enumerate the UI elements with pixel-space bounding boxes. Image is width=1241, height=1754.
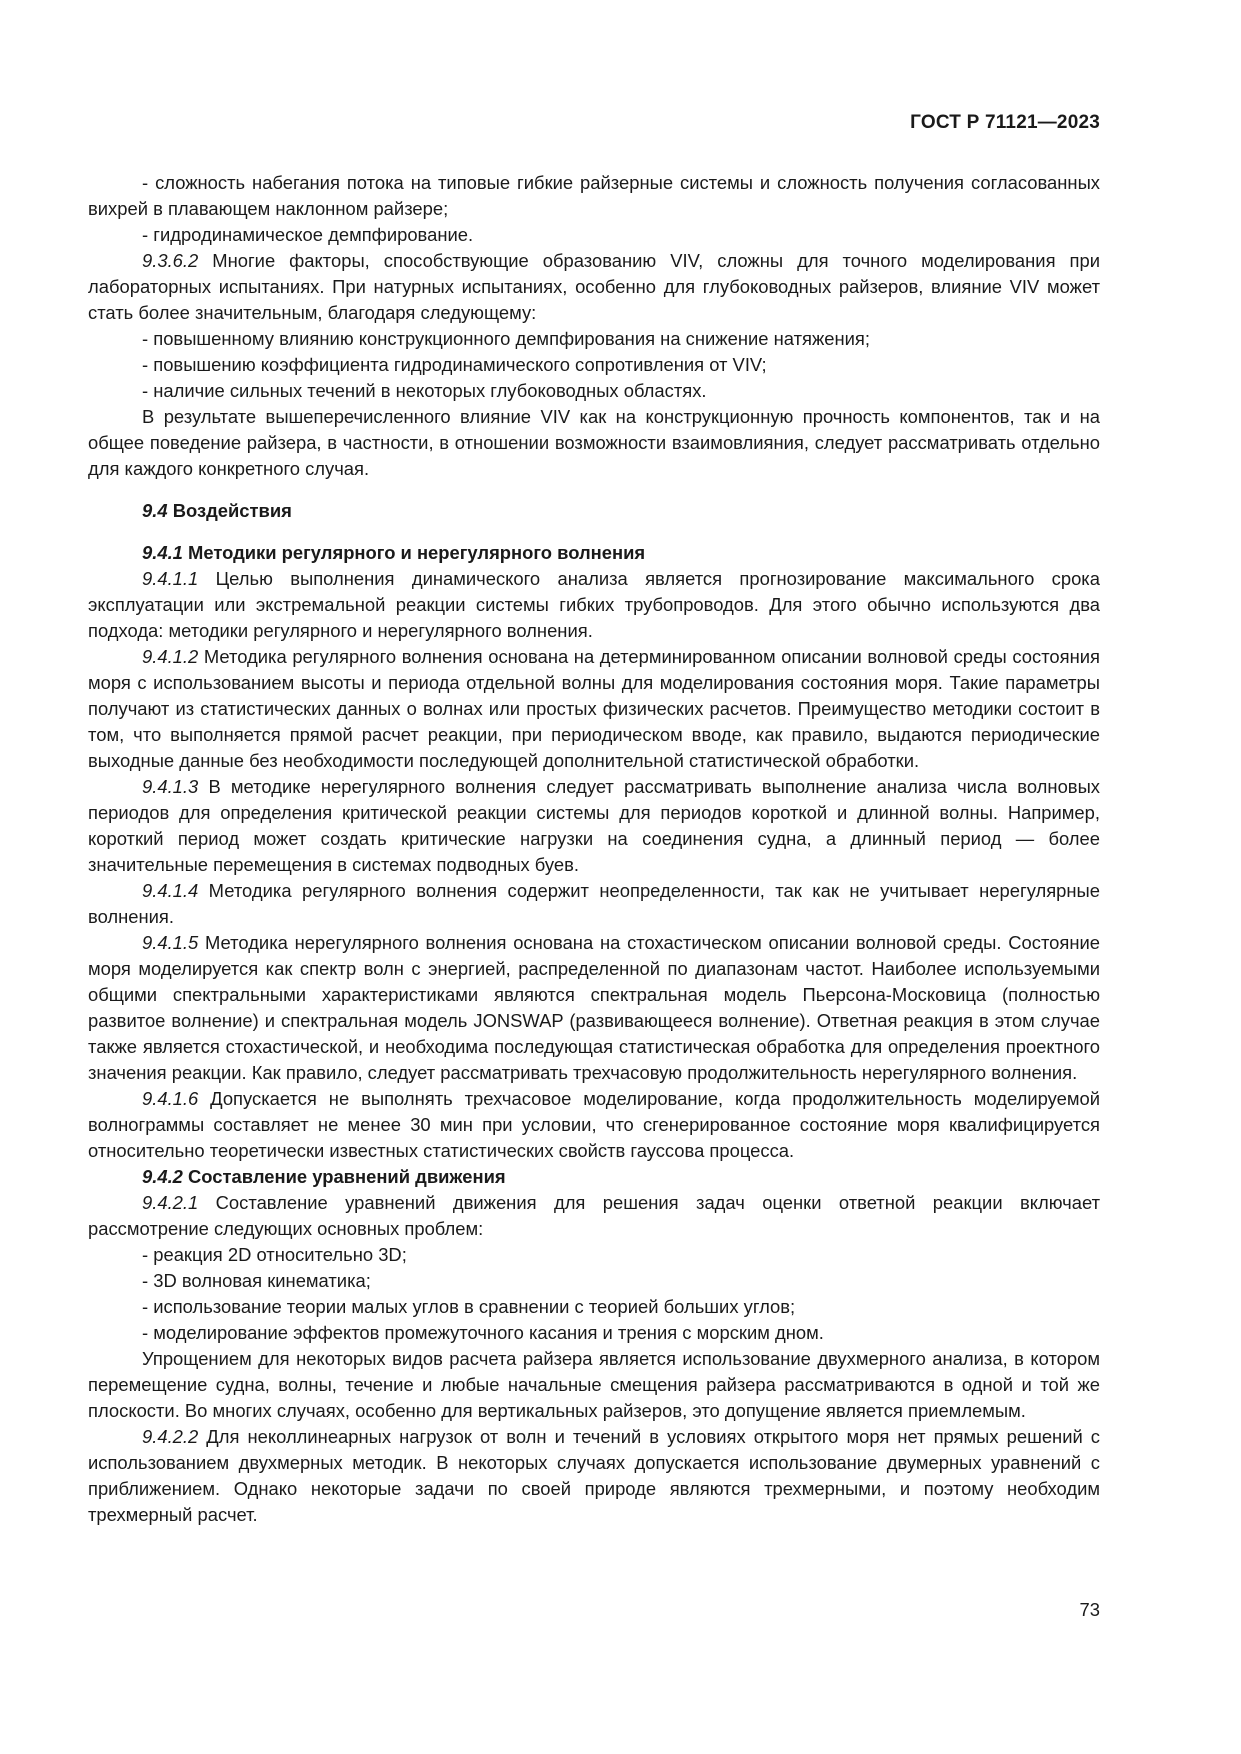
list-item: - 3D волновая кинематика; <box>142 1270 371 1291</box>
clause-paragraph: 9.3.6.2 Многие факторы, способствующие образованию VIV, сложны для точного моделирования при лабораторных испытаниях. При натурных испытаниях, особенно для глубоководных райзеров, влияние VIV может стать более значительным, благодаря следующему: <box>88 250 1100 323</box>
body-text <box>88 170 1100 1528</box>
paragraph: Упрощением для некоторых видов расчета райзера является использование двухмерного анализа, в котором перемещение судна, волны, течение и любые начальные смещения райзера рассматриваются в одной и той же плоскости. Во многих случаях, особенно для вертикальных райзеров, это допущение является приемлемым. <box>88 1348 1100 1421</box>
list-item: - моделирование эффектов промежуточного касания и трения с морским дном. <box>142 1322 824 1343</box>
page-number: 73 <box>1079 1599 1100 1620</box>
clause-paragraph: 9.4.1.4 Методика регулярного волнения содержит неопределенности, так как не учитывает нерегулярные волнения. <box>88 880 1100 927</box>
clause-paragraph: 9.4.2.2 Для неколлинеарных нагрузок от волн и течений в условиях открытого моря нет прямых решений с использованием двухмерных методик. В некоторых случаях допускается использование двумерных уравнений с приближением. Однако некоторые задачи по своей природе являются трехмерными, и поэтому необходим трехмерный расчет. <box>88 1426 1100 1525</box>
clause-paragraph: 9.4.1.6 Допускается не выполнять трехчасовое моделирование, когда продолжительность моделируемой волнограммы составляет не менее 30 мин при условии, что сгенерированное состояние моря квалифицируется относительно теоретически известных статистических свойств гауссова процесса. <box>88 1088 1100 1161</box>
clause-paragraph: 9.4.1.3 В методике нерегулярного волнения следует рассматривать выполнение анализа числа волновых периодов для определения критической реакции системы для периодов короткой и длинной волны. Например, короткий период может создать критические нагрузки на соединения судна, а длинный период — более значительные перемещения в системах подводных буев. <box>88 776 1100 875</box>
list-item: - сложность набегания потока на типовые гибкие райзерные системы и сложность получения согласованных вихрей в плавающем наклонном райзере; <box>88 172 1100 219</box>
document-code: ГОСТ Р 71121—2023 <box>910 112 1100 133</box>
subsection-heading: 9.4.1 Методики регулярного и нерегулярного волнения <box>142 542 646 563</box>
list-item: - гидродинамическое демпфирование. <box>142 224 474 245</box>
list-item: - повышению коэффициента гидродинамического сопротивления от VIV; <box>142 354 767 375</box>
paragraph: В результате вышеперечисленного влияние VIV как на конструкционную прочность компонентов, так и на общее поведение райзера, в частности, в отношении возможности взаимовлияния, следует рассматривать отдельно для каждого конкретного случая. <box>88 406 1100 479</box>
list-item: - наличие сильных течений в некоторых глубоководных областях. <box>142 380 707 401</box>
list-item: - реакция 2D относительно 3D; <box>142 1244 407 1265</box>
clause-paragraph: 9.4.1.5 Методика нерегулярного волнения основана на стохастическом описании волновой среды. Состояние моря моделируется как спектр волн с энергией, распределенной по диапазонам частот. Наиболее используемыми общими спектральными характеристиками являются спектральная модель Пьерсона-Московица (полностью развитое волнение) и спектральная модель JONSWAP (развивающееся волнение). Ответная реакция в этом случае также является стохастической, и необходима последующая статистическая обработка для определения проектного значения реакции. Как правило, следует рассматривать трехчасовую продолжительность нерегулярного волнения. <box>88 932 1100 1083</box>
clause-paragraph: 9.4.1.2 Методика регулярного волнения основана на детерминированном описании волновой среды состояния моря с использованием высоты и периода отдельной волны для моделирования состояния моря. Такие параметры получают из статистических данных о волнах или простых физических расчетов. Преимущество методики состоит в том, что выполняется прямой расчет реакции, при периодическом вводе, как правило, выдаются периодические выходные данные без необходимости последующей дополнительной статистической обработки. <box>88 646 1100 771</box>
section-heading: 9.4 Воздействия <box>142 500 292 521</box>
list-item: - использование теории малых углов в сравнении с теорией больших углов; <box>142 1296 796 1317</box>
clause-paragraph: 9.4.2.1 Составление уравнений движения для решения задач оценки ответной реакции включает рассмотрение следующих основных проблем: <box>88 1192 1100 1239</box>
list-item: - повышенному влиянию конструкционного демпфирования на снижение натяжения; <box>142 328 870 349</box>
clause-paragraph: 9.4.1.1 Целью выполнения динамического анализа является прогнозирование максимального срока эксплуатации или экстремальной реакции системы гибких трубопроводов. Для этого обычно используются два подхода: методики регулярного и нерегулярного волнения. <box>88 568 1100 641</box>
subsection-heading: 9.4.2 Составление уравнений движения <box>142 1166 506 1187</box>
